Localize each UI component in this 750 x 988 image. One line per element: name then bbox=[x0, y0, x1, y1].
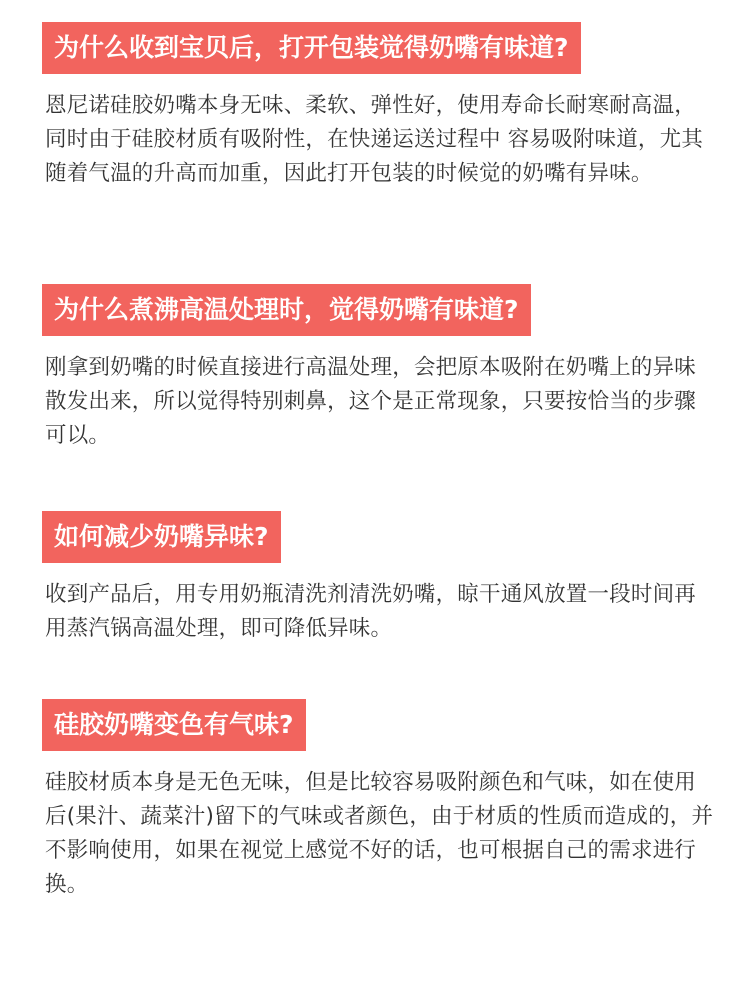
faq-question-3: 如何减少奶嘴异味? bbox=[42, 511, 281, 563]
faq-answer-1: 恩尼诺硅胶奶嘴本身无味、柔软、弹性好，使用寿命长耐寒耐高温，同时由于硅胶材质有吸附性，在快递运送过程中 容易吸附味道，尤其随着气温的升高而加重，因此打开包装的时候觉的奶嘴有异味。 bbox=[45, 93, 704, 186]
faq-answer-2: 刚拿到奶嘴的时候直接进行高温处理，会把原本吸附在奶嘴上的异味散发出来，所以觉得特别刺鼻，这个是正常现象，只要按恰当的步骤可以。 bbox=[45, 355, 697, 448]
faq-answer-4: 硅胶材质本身是无色无味，但是比较容易吸附颜色和气味，如在使用后(果汁、蔬菜汁)留下的气味或者颜色，由于材质的性质而造成的，并不影响使用，如果在视觉上感觉不好的话，也可根据自己的需求进行换。 bbox=[45, 770, 714, 897]
faq-question-4: 硅胶奶嘴变色有气味? bbox=[42, 699, 306, 751]
faq-question-1: 为什么收到宝贝后，打开包装觉得奶嘴有味道? bbox=[42, 22, 581, 74]
faq-answer-3: 收到产品后，用专用奶瓶清洗剂清洗奶嘴，晾干通风放置一段时间再用蒸汽锅高温处理，即可降低异味。 bbox=[45, 582, 697, 641]
faq-question-2: 为什么煮沸高温处理时，觉得奶嘴有味道? bbox=[42, 284, 531, 336]
